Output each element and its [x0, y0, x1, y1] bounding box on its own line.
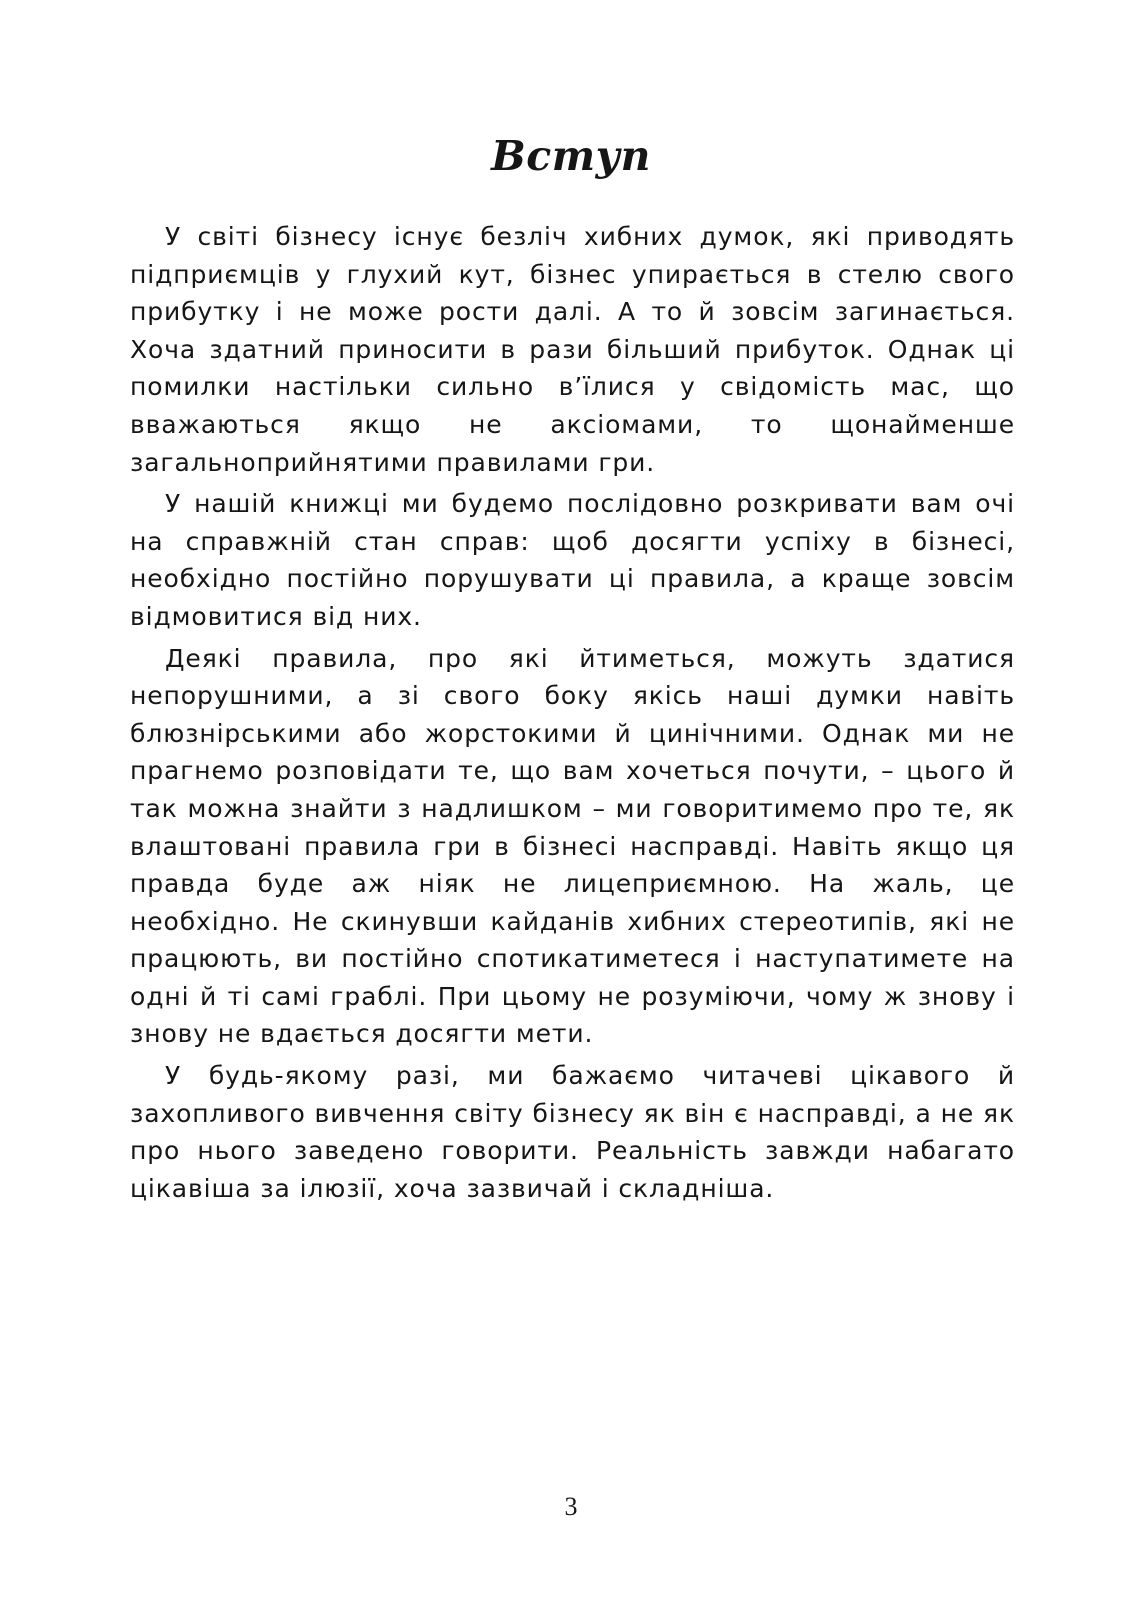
- paragraph-4: У будь-якому разі, ми бажаємо читачеві цікавого й захопливого вивчення світу бізнесу як він є насправді, а не як про нього заведено говорити. Реальність завжди набагато цікавіша за ілюзії, хоча зазвичай і складніша.: [130, 1061, 1015, 1203]
- paragraph-2: У нашій книжці ми будемо послідовно розкривати вам очі на справжній стан справ: щоб досягти успіху в бізнесі, необхідно постійно порушувати ці правила, а краще зовсім відмовитися від них.: [130, 489, 1015, 631]
- paragraph-3: Деякі правила, про які йтиметься, можуть здатися непорушними, а зі свого боку якісь наші думки навіть блюзнірськими або жорстокими й цинічними. Однак ми не прагнемо розповідати те, що вам хочеться почути, – цього й так можна знайти з надлишком – ми говоритимемо про те, як влаштовані правила гри в бізнесі насправді. Навіть якщо ця правда буде аж ніяк не лицеприємною. На жаль, це необхідно. Не скинувши кайданів хибних стереотипів, які не працюють, ви постійно спотикатиметеся і наступатимете на одні й ті самі граблі. При цьому не розуміючи, чому ж знову і знову не вдається досягти мети.: [130, 643, 1015, 1049]
- page-number: 3: [564, 1492, 578, 1521]
- chapter-title: Вступ: [491, 132, 651, 180]
- body-text: [130, 218, 1015, 1211]
- paragraph-1: У світі бізнесу існує безліч хибних думок, які приводять підприємців у глухий кут, бізнес упирається в стелю свого прибутку і не може рости далі. А то й зовсім загинається. Хоча здатний приносити в рази більший прибуток. Однак ці помилки настільки сильно в’їлися у свідомість мас, що вважаються якщо не аксіомами, то щонайменше загальноприйнятими правилами гри.: [130, 222, 1015, 477]
